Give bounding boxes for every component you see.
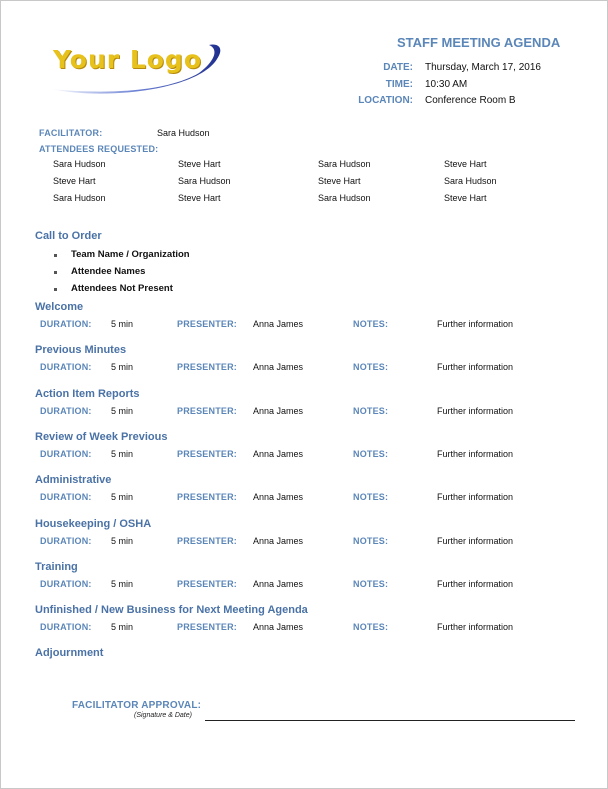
agenda-item-title: Welcome bbox=[35, 301, 84, 313]
duration-value: 5 min bbox=[111, 536, 134, 546]
duration-label: DURATION: bbox=[40, 492, 92, 502]
presenter-value: Anna James bbox=[253, 406, 304, 416]
presenter-label: PRESENTER: bbox=[177, 449, 238, 459]
duration-label: DURATION: bbox=[40, 319, 92, 329]
duration-label: DURATION: bbox=[40, 362, 92, 372]
notes-value: Further information bbox=[437, 622, 514, 632]
notes-label: NOTES: bbox=[353, 622, 389, 632]
presenter-label: PRESENTER: bbox=[177, 622, 238, 632]
presenter-value: Anna James bbox=[253, 319, 304, 329]
signature-line[interactable] bbox=[205, 720, 575, 721]
attendees-label: ATTENDEES REQUESTED: bbox=[39, 144, 159, 154]
attendee-name: Sara Hudson bbox=[53, 193, 106, 203]
attendee-name: Steve Hart bbox=[178, 159, 221, 169]
notes-label: NOTES: bbox=[353, 536, 389, 546]
notes-value: Further information bbox=[437, 449, 514, 459]
location-value: Conference Room B bbox=[425, 95, 516, 106]
date-value: Thursday, March 17, 2016 bbox=[425, 62, 541, 73]
notes-value: Further information bbox=[437, 362, 514, 372]
duration-value: 5 min bbox=[111, 492, 134, 502]
call-to-order-title: Call to Order bbox=[35, 230, 102, 242]
presenter-value: Anna James bbox=[253, 536, 304, 546]
duration-label: DURATION: bbox=[40, 579, 92, 589]
duration-label: DURATION: bbox=[40, 406, 92, 416]
agenda-item-title: Review of Week Previous bbox=[35, 431, 168, 443]
attendee-name: Steve Hart bbox=[53, 176, 96, 186]
agenda-item-title: Administrative bbox=[35, 474, 112, 486]
presenter-label: PRESENTER: bbox=[177, 319, 238, 329]
call-to-order-item: Attendees Not Present bbox=[71, 283, 173, 294]
duration-value: 5 min bbox=[111, 362, 134, 372]
bullet-icon bbox=[54, 288, 57, 291]
attendee-name: Steve Hart bbox=[444, 193, 487, 203]
notes-label: NOTES: bbox=[353, 492, 389, 502]
attendee-name: Sara Hudson bbox=[444, 176, 497, 186]
call-to-order-item: Team Name / Organization bbox=[71, 249, 190, 260]
approval-label: FACILITATOR APPROVAL: bbox=[72, 700, 202, 711]
presenter-label: PRESENTER: bbox=[177, 492, 238, 502]
duration-value: 5 min bbox=[111, 579, 134, 589]
bullet-icon bbox=[54, 254, 57, 257]
logo bbox=[49, 39, 229, 101]
duration-value: 5 min bbox=[111, 319, 134, 329]
agenda-item-title: Housekeeping / OSHA bbox=[35, 518, 152, 530]
page-title: STAFF MEETING AGENDA bbox=[397, 35, 561, 50]
presenter-value: Anna James bbox=[253, 622, 304, 632]
notes-label: NOTES: bbox=[353, 362, 389, 372]
location-label: LOCATION: bbox=[358, 95, 413, 106]
notes-value: Further information bbox=[437, 319, 514, 329]
logo-text: Your Logo bbox=[53, 45, 202, 74]
agenda-item-title: Previous Minutes bbox=[35, 344, 127, 356]
duration-value: 5 min bbox=[111, 622, 134, 632]
agenda-item-title: Training bbox=[35, 561, 78, 573]
presenter-label: PRESENTER: bbox=[177, 406, 238, 416]
notes-label: NOTES: bbox=[353, 406, 389, 416]
adjournment-title: Adjournment bbox=[35, 647, 104, 659]
presenter-value: Anna James bbox=[253, 449, 304, 459]
presenter-label: PRESENTER: bbox=[177, 536, 238, 546]
notes-value: Further information bbox=[437, 536, 514, 546]
notes-value: Further information bbox=[437, 492, 514, 502]
notes-value: Further information bbox=[437, 406, 514, 416]
presenter-value: Anna James bbox=[253, 492, 304, 502]
agenda-item-title: Unfinished / New Business for Next Meeting Agenda bbox=[35, 604, 308, 616]
notes-label: NOTES: bbox=[353, 319, 389, 329]
duration-value: 5 min bbox=[111, 406, 134, 416]
attendee-name: Steve Hart bbox=[178, 193, 221, 203]
presenter-label: PRESENTER: bbox=[177, 362, 238, 372]
duration-label: DURATION: bbox=[40, 536, 92, 546]
notes-value: Further information bbox=[437, 579, 514, 589]
attendee-name: Steve Hart bbox=[444, 159, 487, 169]
notes-label: NOTES: bbox=[353, 449, 389, 459]
duration-label: DURATION: bbox=[40, 449, 92, 459]
time-value: 10:30 AM bbox=[425, 79, 468, 90]
call-to-order-item: Attendee Names bbox=[71, 266, 146, 277]
attendee-name: Steve Hart bbox=[318, 176, 361, 186]
facilitator-label: FACILITATOR: bbox=[39, 128, 103, 138]
attendee-name: Sara Hudson bbox=[318, 159, 371, 169]
bullet-icon bbox=[54, 271, 57, 274]
agenda-item-title: Action Item Reports bbox=[35, 388, 140, 400]
time-label: TIME: bbox=[385, 79, 413, 90]
presenter-label: PRESENTER: bbox=[177, 579, 238, 589]
approval-sub: (Signature & Date) bbox=[134, 712, 192, 719]
attendee-name: Sara Hudson bbox=[178, 176, 231, 186]
notes-label: NOTES: bbox=[353, 579, 389, 589]
date-label: DATE: bbox=[383, 62, 413, 73]
presenter-value: Anna James bbox=[253, 362, 304, 372]
duration-value: 5 min bbox=[111, 449, 134, 459]
attendee-name: Sara Hudson bbox=[318, 193, 371, 203]
presenter-value: Anna James bbox=[253, 579, 304, 589]
facilitator-name: Sara Hudson bbox=[157, 128, 210, 138]
attendee-name: Sara Hudson bbox=[53, 159, 106, 169]
duration-label: DURATION: bbox=[40, 622, 92, 632]
